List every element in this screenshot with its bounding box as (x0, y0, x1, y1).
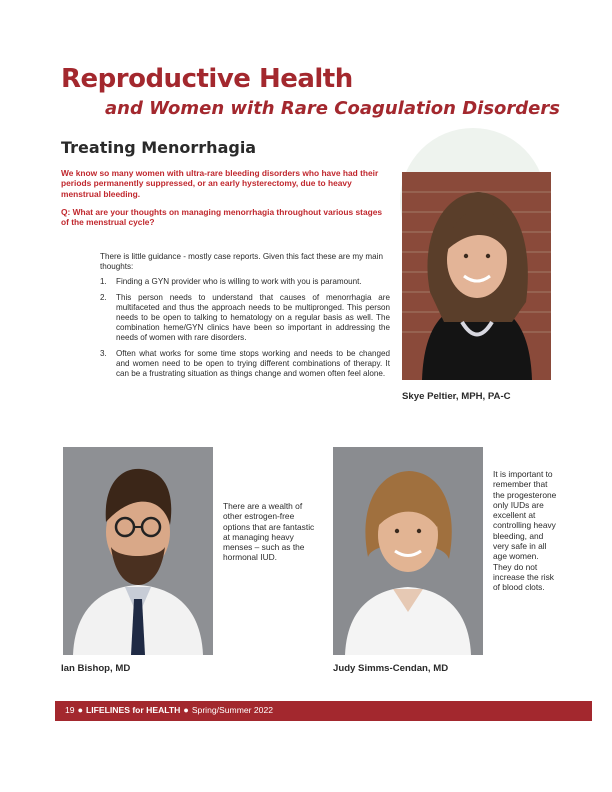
issue-date: Spring/Summer 2022 (191, 705, 274, 715)
answer-lead: There is little guidance - mostly case reports. Given this fact these are my main thoughts: (100, 252, 383, 272)
page-subtitle: and Women with Rare Coagulation Disorders (105, 98, 560, 119)
name-judy-simms-cendan: Judy Simms-Cendan, MD (333, 663, 449, 674)
footer-text: 19 ● LIFELINES for HEALTH ● Spring/Summer 2022 (65, 705, 274, 715)
page-number: 19 (65, 705, 75, 715)
intro-paragraph: We know so many women with ultra-rare bleeding disorders who have had their periods permanently suppressed, or an early hysterectomy, due to heavy menstrual bleeding. (61, 168, 379, 199)
quote-judy-simms-cendan: It is important to remember that the progesterone only IUDs are excellent at controlling heavy bleeding, and very safe in all age women. They do not increase the risk of blood clots. (493, 469, 557, 593)
list-item: 2. This person needs to understand that causes of menorrhagia are multifaceted and thus the approach needs to be multipronged. This person needs to be open to talking to hematology on a regular basis as well. The combination heme/GYN clinics have been so important in addressing the needs of women with rare disorders. (100, 292, 390, 343)
list-item: 3. Often what works for some time stops working and needs to be changed and women need to be open to trying different combinations of therapy. It can be a frustrating situation as things change and women often feel alone. (100, 348, 390, 379)
footer-bar (55, 701, 592, 721)
photo-ian-bishop (63, 447, 213, 655)
section-heading: Treating Menorrhagia (61, 138, 257, 157)
name-skye-peltier: Skye Peltier, MPH, PA-C (402, 391, 511, 402)
answer-list (100, 277, 390, 379)
quote-ian-bishop: There are a wealth of other estrogen-free options that are fantastic at managing heavy menses – such as the hormonal IUD. (223, 501, 315, 563)
photo-skye-peltier (402, 172, 551, 380)
list-item: 1. Finding a GYN provider who is willing to work with you is paramount. (100, 277, 362, 287)
publication-name: LIFELINES for HEALTH (86, 705, 181, 715)
photo-judy-simms-cendan (333, 447, 483, 655)
answer-block (100, 252, 390, 384)
page-title: Reproductive Health (61, 64, 353, 94)
name-ian-bishop: Ian Bishop, MD (61, 663, 131, 674)
question-paragraph: Q: What are your thoughts on managing menorrhagia throughout various stages of the menstrual cycle? (61, 207, 383, 228)
